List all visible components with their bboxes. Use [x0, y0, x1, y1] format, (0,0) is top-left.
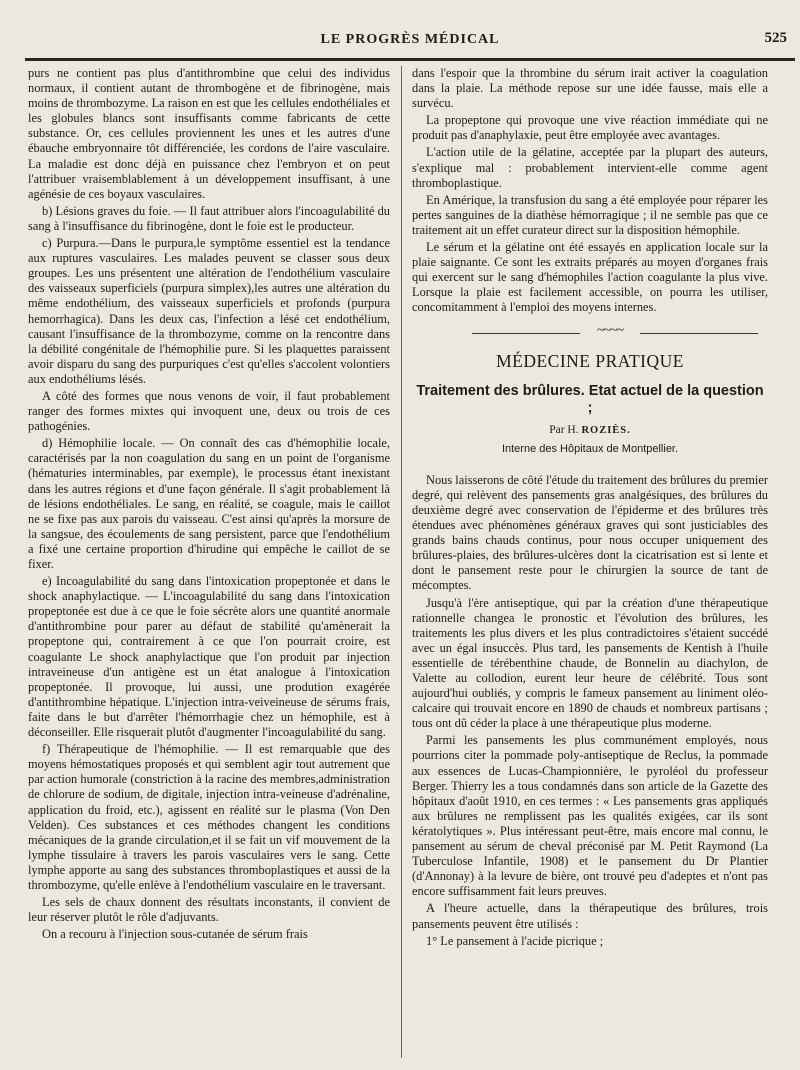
paragraph: Nous laisserons de côté l'étude du traitement des brûlures du premier degré, qui relèvent des pansements gras analgésiques, des brûlures du deuxième degré avec conservation de l'épiderme et des brûlures très étendues avec phénomènes généraux graves qui sont justiciables des grands bains chauds continus, pour nous occuper uniquement des brûlures-plaies, des brûlures-ulcères dont la cicatrisation est si lente et dont le pansement reste pour le chirurgien la source de tant de mécomptes.: [412, 472, 768, 593]
article-title: Traitement des brûlures. Etat actuel de la question ;: [416, 382, 764, 416]
paragraph: A côté des formes que nous venons de voir, il faut probablement ranger des formes mixtes qui invoquent une, deux ou trois de ces pathogénies.: [28, 388, 390, 434]
section-title: MÉDECINE PRATIQUE: [496, 350, 684, 371]
paragraph: On a recouru à l'injection sous-cutanée de sérum frais: [42, 927, 308, 942]
page-header: [25, 30, 795, 52]
left-column: [28, 66, 390, 944]
section-separator: [412, 320, 768, 348]
paragraph: b) Lésions graves du foie. — Il faut attribuer alors l'incoagulabilité du sang à l'insuffisance du fibrinogène, dont le foie est le producteur.: [28, 203, 390, 233]
column-divider: [401, 66, 402, 1058]
page-number: 525: [764, 30, 787, 46]
paragraph: dans l'espoir que la thrombine du sérum irait activer la coagulation dans la plaie. La méthode repose sur une idée fausse, mais elle a survécu.: [412, 66, 768, 111]
paragraph: purs ne contient pas plus d'antithrombine que celui des individus normaux, il contient autant de thrombogène et de fibrinogène, mais moins de thrombozyme. La raison en est que les cellules endothéliales et les globules blancs sont insuffisants comme fabricants de cette substance. Or, ces cellules proviennent les unes et les autres d'une ébauche embryonnaire tôt différenciée, les cordons de l'aire vasculaire. La maladie est donc déjà en puissance chez l'embryon et on peut l'attribuer vraisemblablement à un développement insuffisant, à une agénésie de ces boyaux vasculaires.: [28, 66, 390, 201]
paragraph: c) Purpura.—Dans le purpura,le symptôme essentiel est la tendance aux ruptures vasculaires. Les malades peuvent se classer sous deux groupes. Les uns présentent une altération de l'endothélium vasculaire des vaisseaux superficiels (purpura simplex),les autres une altération du même endothélium, des vaisseaux superficiels et profonds (purpura hemorrhagica). Dans les deux cas, l'infection a lésé cet endothélium, causant l'insuffisance de la thrombozyme, comme on la rencontre dans la débilité congénitale de l'hémophilie pure. Si les plaquettes paraissent avoir disparu du sang des purpuriques c'est qu'elles s'accolent volontiers aux endothéliums lésés.: [28, 236, 390, 386]
paragraph: En Amérique, la transfusion du sang a été employée pour réparer les pertes sanguines de la diathèse hémorragique ; il ne semble pas que ce traitement ait un effet curateur direct sur la disposition hémophile.: [412, 192, 768, 237]
paragraph: d) Hémophilie locale. — On connaît des cas d'hémophilie locale, caractérisés par la non coagulation du sang en un point de l'organisme (hématuries interminables, par exemple), le processus étant inexistant dans les autres régions et d'une façon générale. Il s'agit probablement là de lésions endothéliales. Le sang, en réalité, se coagule, mais le caillot ne se fixe pas aux parois du vaisseau. C'est ainsi qu'après la morsure de la sangsue, des écoulements de sang persistent, parce que l'endothélium a fixé une certaine proportion d'hirudine qui empêche le caillot de se fixer.: [28, 436, 390, 571]
right-column: [412, 66, 768, 951]
paragraph: Jusqu'à l'ère antiseptique, qui par la création d'une thérapeutique rationnelle changea le pronostic et l'évolution des brûlures, les traitements les plus divers et les plus contradictoires s'étaient succédé avec un égal insuccès. Plus tard, les pansements de Kentish à l'huile essentielle de térébenthine chaude, de Bonnelin au diachylon, de Valette au collodion, eurent leur heure de célébrité. Tous sont aujourd'hui oubliés, y compris le fameux pansement au liniment oléo-calcaire qui trouvait encore en 1890 de chauds et nombreux partisans ; tous ont dû céder la place à une thérapeutique plus moderne.: [412, 595, 768, 731]
byline-author: ROZIÈS.: [581, 424, 631, 436]
header-rule: [25, 58, 795, 61]
paragraph: e) Incoagulabilité du sang dans l'intoxication propeptonée et dans le shock anaphylactique. — L'incoagulabilité du sang dans l'intoxication propeptonée est due à ce que le foie sécrète alors une quantité anormale d'antithrombine pour parer au défaut de stabilité qu'amènerait la propeptone qui, contrairement à ce que l'on pourrait croire, est coagulante Le shock anaphylactique que l'on produit par injection intraveineuse d'un antigène est un état analogue à l'intoxication propeptonée. Il provoque, lui aussi, une prodution exagérée d'antithrombine hépatique. L'injection intra-veiveineuse de sérums frais, faite dans le but d'arrêter l'hémorrhagie chez un hémophile, est à déconseiller. Elle risquerait plutôt d'augmenter l'incoagulabilité du sang.: [28, 574, 390, 740]
paragraph: f) Thérapeutique de l'hémophilie. — Il est remarquable que des moyens hémostatiques proposés et qui semblent agir tout autrement que par action humorale (constriction à la racine des membres,administration de chlorure de sodium, de digitale, injection intra-veineuse d'adrénaline, application du froid, etc.), agissent en réalité sur le plasma (Von Den Velden). Ces substances et ces méthodes changent les conditions mécaniques de la grande circulation,et il se fait un vif mouvement de la lymphe tissulaire à travers les parois vasculaires vers le sang. Cette lymphe apporte au sang des substances thromboplastiques et aussi de la thrombozyme, qu'elle enlève à l'endothélium vasculaire en le traversant.: [28, 742, 390, 892]
separator-ornament: ~~~~: [580, 323, 640, 338]
paragraph: Le sérum et la gélatine ont été essayés en application locale sur la plaie saignante. Ce sont les extraits préparés au moyen d'organes frais qui exercent sur le sang d'hémophiles l'action coagulante la plus vive. Lorsque la plaie est facilement accessible, on pourra les utiliser, concomitamment à l'emploi des moyens internes.: [412, 240, 768, 315]
paragraph: Parmi les pansements les plus communément employés, nous pourrions citer la pommade poly-antiseptique de Reclus, la pommade aux essences de Lucas-Championnière, le pyroléol du professeur Berger. Thierry les a tous condamnés dans son article de la Gazette des hôpitaux d'août 1910, en ces termes : « Les pansements gras appliqués aux brûlures ne remplissent pas les qualités exigées, car ils sont kératolytiques ». Plus intéressant peut-être, mais encore mal connu, le pansement au sérum de cheval préconisé par M. Petit Raymond (La Tuberculose Infantile, 1908) et le pansement du Dr Plantier (d'Annonay) à la levure de bière, ont trouvé peu d'adeptes et n'ont pas encore suffisamment fait leurs preuves.: [412, 733, 768, 899]
paragraph: A l'heure actuelle, dans la thérapeutique des brûlures, trois pansements peuvent être utilisés :: [412, 901, 768, 931]
paragraph: 1° Le pansement à l'acide picrique ;: [426, 933, 604, 948]
paragraph: La propeptone qui provoque une vive réaction immédiate qui ne produit pas d'anaphylaxie, peut être employée avec avantages.: [412, 113, 768, 143]
byline-prefix: Par H.: [549, 423, 579, 436]
author-affiliation: Interne des Hôpitaux de Montpellier.: [501, 442, 679, 455]
journal-title: LE PROGRÈS MÉDICAL: [320, 32, 500, 47]
byline: [412, 423, 768, 438]
paragraph: L'action utile de la gélatine, acceptée par la plupart des auteurs, s'explique mal : probablement intervient-elle comme agent thromboplastique.: [412, 145, 768, 190]
paragraph: Les sels de chaux donnent des résultats inconstants, il convient de leur réserver plutôt le rôle d'adjuvants.: [28, 895, 390, 925]
